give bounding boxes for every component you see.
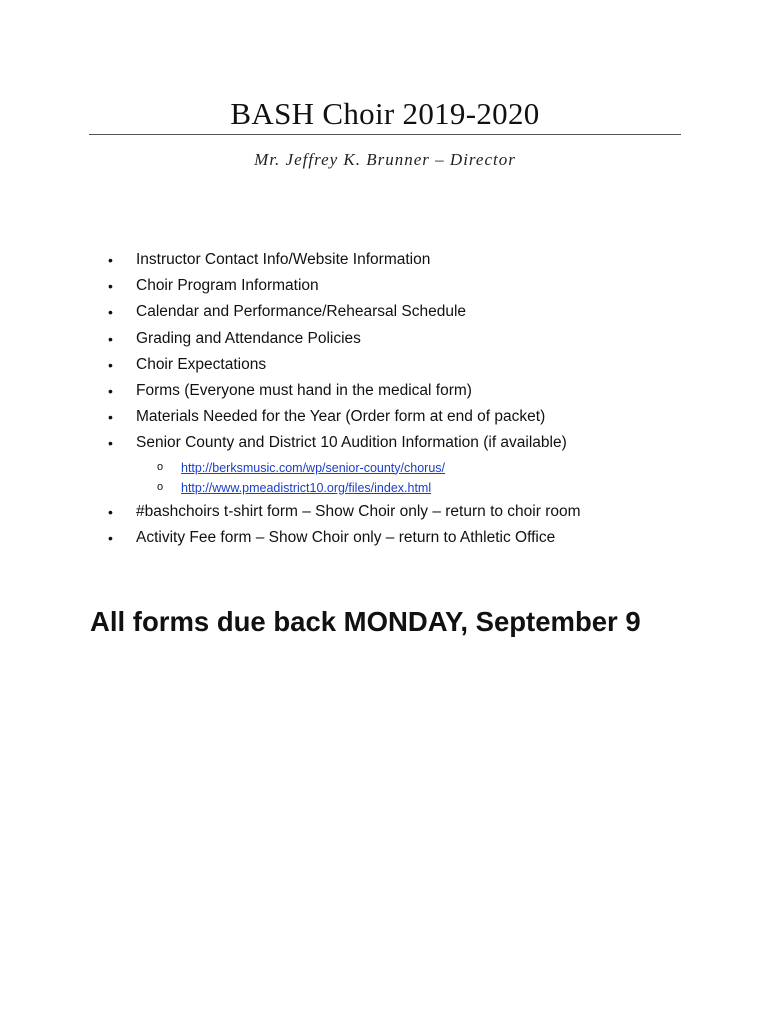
circle-bullet-icon: o [157,460,164,473]
list-item [108,300,708,326]
bullet-icon: • [108,409,113,426]
list-item-text: Grading and Attendance Policies [136,329,361,347]
audition-links-list [108,458,708,498]
bullet-icon: • [108,278,113,295]
link-item [108,478,708,498]
list-item [108,500,708,526]
bullet-icon: • [108,435,113,452]
list-item-text: Senior County and District 10 Audition Information (if available) [136,434,567,452]
district-10-link[interactable]: http://www.pmeadistrict10.org/files/index.html [181,480,432,495]
list-item-text: Materials Needed for the Year (Order form at end of packet) [136,408,546,426]
packet-contents-list [108,248,708,552]
list-item-text: #bashchoirs t-shirt form – Show Choir only – return to choir room [136,502,581,520]
circle-bullet-icon: o [157,480,164,493]
bullet-icon: • [108,382,113,399]
title-underline [89,134,681,135]
list-item [108,526,708,552]
list-item [108,248,708,274]
bullet-icon: • [108,529,113,546]
page-title: BASH Choir 2019-2020 [230,96,540,131]
link-item [108,458,708,478]
list-item-text: Instructor Contact Info/Website Information [136,251,431,268]
list-item-text: Choir Program Information [136,277,319,295]
list-item [108,405,708,431]
senior-county-link[interactable]: http://berksmusic.com/wp/senior-county/chorus/ [181,460,445,475]
bullet-icon: • [108,252,113,268]
list-item-text: Activity Fee form – Show Choir only – return to Athletic Office [136,528,556,546]
list-item-text: Choir Expectations [136,355,267,373]
director-subtitle: Mr. Jeffrey K. Brunner – Director [254,150,516,169]
bullet-icon: • [108,330,113,347]
list-item [108,274,708,300]
bullet-icon: • [108,356,113,373]
list-item-text: Forms (Everyone must hand in the medical form) [136,381,472,399]
audition-links [108,458,708,498]
forms-due-notice: All forms due back MONDAY, September 9 [90,606,641,637]
list-item [108,431,708,457]
list-item [108,327,708,353]
list-item-text: Calendar and Performance/Rehearsal Schedule [136,303,467,321]
bullet-icon: • [108,503,113,520]
list-item [108,379,708,405]
bullet-icon: • [108,304,113,321]
list-item [108,353,708,379]
